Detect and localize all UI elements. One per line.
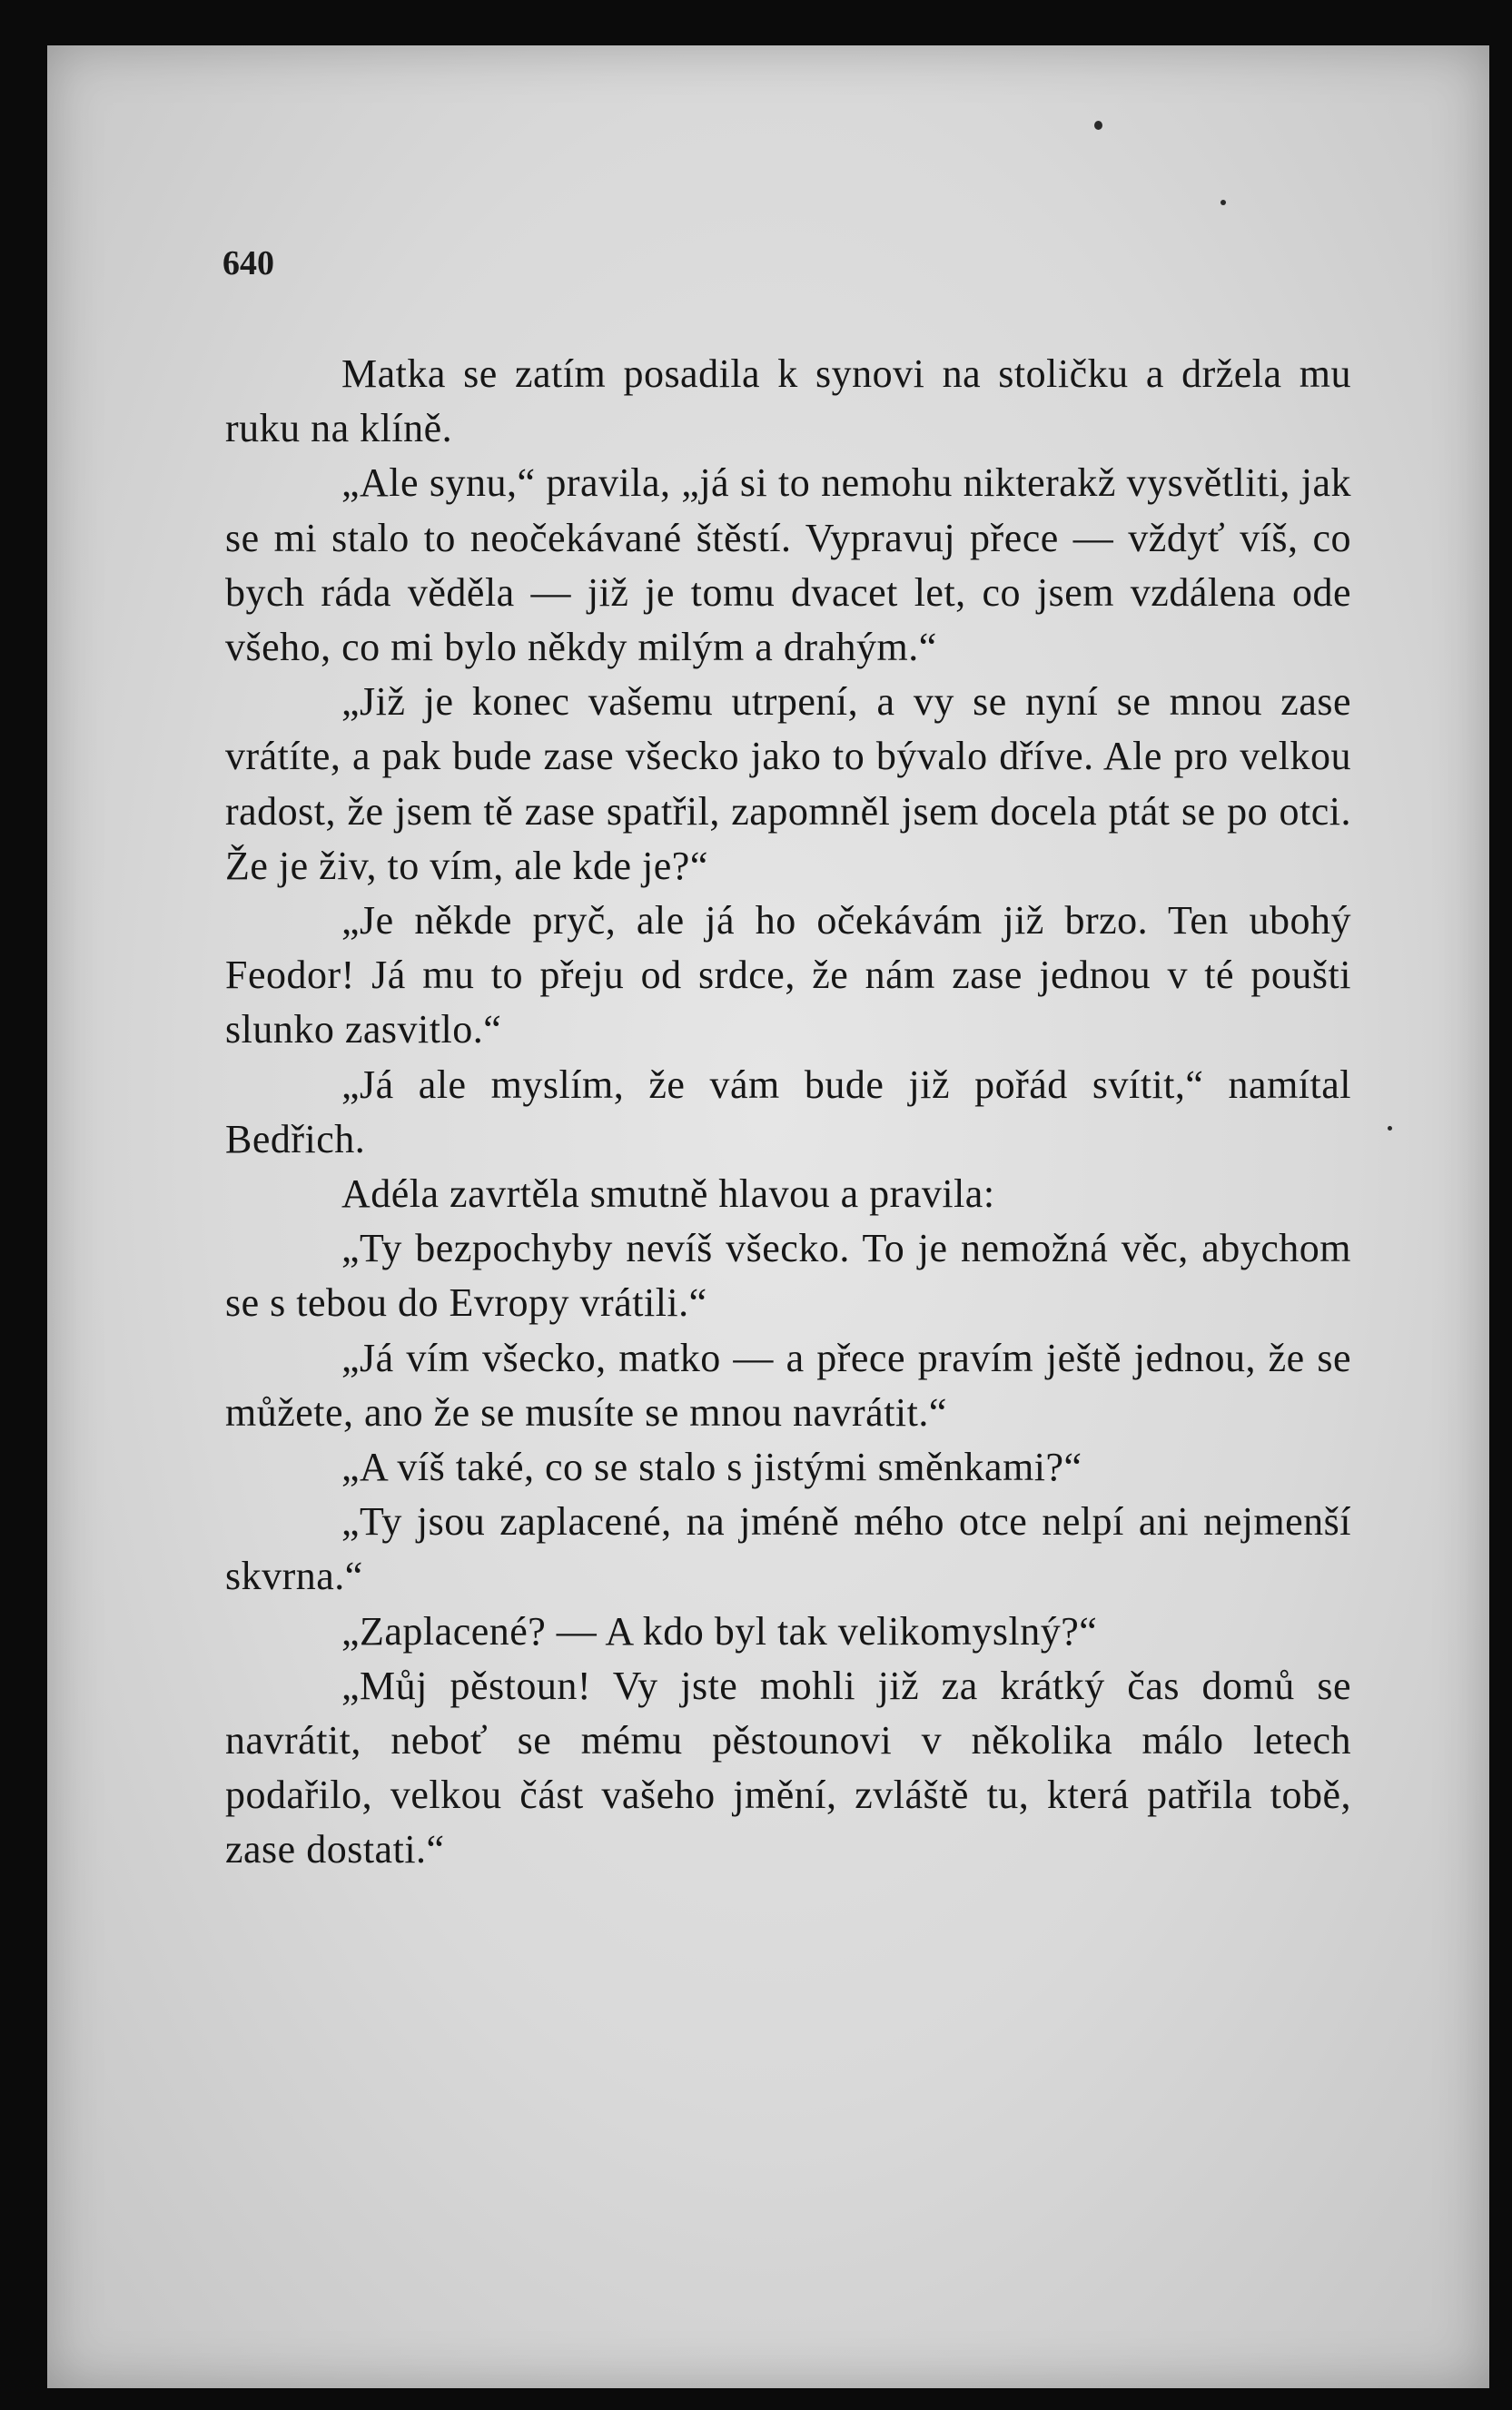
paragraph: „Ty jsou zaplacené, na jméně mého otce nelpí ani nejmenší skvrna.“: [225, 1499, 1351, 1599]
paragraph: „Já vím všecko, matko — a přece pravím ještě jednou, že se můžete, ano že se musíte se mnou navrátit.“: [225, 1335, 1351, 1435]
paragraph: „Ty bezpochyby nevíš všecko. To je nemožná věc, abychom se s tebou do Evropy vrátili.“: [225, 1226, 1351, 1326]
paragraph: „A víš také, co se stalo s jistými směnkami?“: [341, 1445, 1082, 1490]
ink-speck: [1388, 1126, 1392, 1131]
page-number: 640: [222, 244, 274, 282]
paragraph: „Zaplacené? — A kdo byl tak velikomyslný?“: [341, 1608, 1098, 1654]
paragraph: „Můj pěstoun! Vy jste mohli již za krátký čas domů se navrátit, neboť se mému pěstounovi v několika málo letech podařilo, velkou část vašeho jmění, zvláště tu, která patřila tobě, zase dostati.“: [225, 1663, 1351, 1872]
paragraph: Adéla zavrtěla smutně hlavou a pravila:: [341, 1171, 995, 1217]
body-text: [225, 347, 1351, 1878]
ink-speck: [1094, 121, 1102, 130]
paragraph: „Já ale myslím, že vám bude již pořád svítit,“ namítal Bedřich.: [225, 1062, 1351, 1161]
paragraph: „Ale synu,“ pravila, „já si to nemohu nikterakž vysvětliti, jak se mi stalo to neočekávané štěstí. Vypravuj přece — vždyť víš, co bych ráda věděla — již je tomu dvacet let, co jsem vzdálena ode všeho, co mi bylo někdy milým a drahým.“: [225, 460, 1351, 670]
ink-speck: [1220, 200, 1226, 205]
paragraph: „Je někde pryč, ale já ho očekávám již brzo. Ten ubohý Feodor! Já mu to přeju od srdce, že nám zase jednou v té poušti slunko zasvitlo.“: [225, 898, 1351, 1052]
paragraph: Matka se zatím posadila k synovi na stoličku a držela mu ruku na klíně.: [225, 351, 1351, 451]
paragraph: „Již je konec vašemu utrpení, a vy se nyní se mnou zase vrátíte, a pak bude zase všecko jako to bývalo dříve. Ale pro velkou radost, že jsem tě zase spatřil, zapomněl jsem docela ptát se po otci. Že je živ, to vím, ale kde je?“: [225, 679, 1351, 888]
